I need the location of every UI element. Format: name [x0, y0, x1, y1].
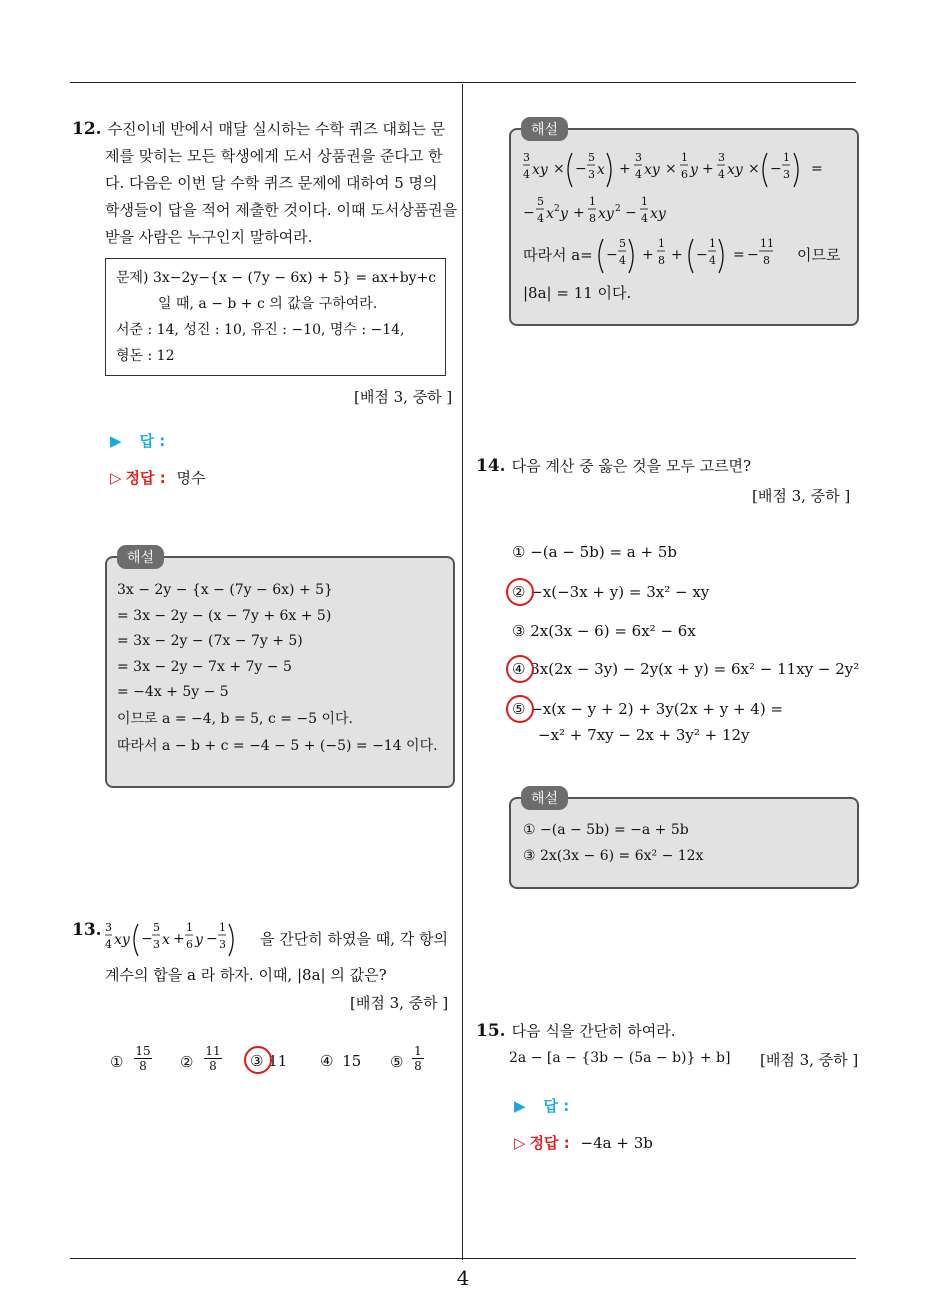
q13-option-4[interactable]: ④ 15	[320, 1052, 362, 1070]
q13-sol-line-1	[523, 148, 843, 194]
question-12	[72, 116, 456, 251]
svg-text:11: 11	[760, 237, 774, 250]
q12-line-2: 제를 맞히는 모든 학생에게 도서 상품권을 준다고 한	[105, 147, 443, 165]
svg-text:4: 4	[537, 212, 544, 225]
svg-text:4: 4	[718, 168, 725, 181]
q13-number: 13.	[72, 920, 102, 940]
svg-text:xy: xy	[727, 162, 743, 178]
q12-solution-tag: 해설	[117, 545, 164, 569]
q13-expression	[105, 918, 261, 964]
question-15	[476, 1018, 676, 1045]
svg-text:2: 2	[554, 204, 560, 214]
q14-solution-box	[509, 797, 859, 889]
q14-option-4-circle	[506, 655, 534, 683]
svg-text:4: 4	[641, 212, 648, 225]
q12-sol-line-3: = 3x − 2y − (7x − 7y + 5)	[117, 633, 303, 649]
svg-text:5: 5	[153, 921, 160, 934]
q12-correct-label: 정답 :	[125, 469, 166, 487]
svg-text:5: 5	[537, 195, 544, 208]
q12-solution-box	[105, 556, 455, 788]
svg-text:×: ×	[665, 161, 677, 177]
svg-text:y: y	[560, 206, 568, 222]
svg-text:8: 8	[658, 254, 665, 267]
svg-text:1: 1	[641, 195, 648, 208]
svg-text:4: 4	[709, 254, 716, 267]
q14-text: 다음 계산 중 옳은 것을 모두 고르면?	[511, 457, 752, 475]
q13-sol-line-3-suffix: 이므로	[797, 246, 841, 264]
q15-score: [배점 3, 중하 ]	[760, 1051, 859, 1069]
svg-text:+: +	[619, 161, 631, 177]
svg-text:−: −	[747, 247, 759, 263]
svg-text:1: 1	[219, 921, 226, 934]
q14-number: 14.	[476, 456, 506, 476]
column-divider	[462, 84, 463, 1260]
svg-text:1: 1	[783, 151, 790, 164]
q12-box-line-4: 형돈 : 12	[116, 348, 175, 364]
q14-option-4[interactable]: ④ 3x(2x − 3y) − 2y(x + y) = 6x² − 11xy − 2y²	[512, 660, 860, 678]
q13-selected-circle	[244, 1046, 272, 1074]
q14-option-3[interactable]: ③ 2x(3x − 6) = 6x² − 6x	[512, 622, 696, 640]
svg-text:=: =	[811, 161, 823, 177]
q13-sol-line-4: |8a| = 11 이다.	[523, 284, 632, 302]
page-number: 4	[456, 1266, 470, 1290]
answer-triangle-icon: ▶	[110, 432, 122, 450]
q12-line-3: 다. 다음은 이번 달 수학 퀴즈 문제에 대하여 5 명의	[105, 174, 438, 192]
question-14	[476, 453, 751, 480]
q12-line-5: 받을 사람은 누구인지 말하여라.	[105, 228, 313, 246]
q13-solution-tag: 해설	[521, 117, 568, 141]
q13-sol-line-3-math	[595, 234, 781, 280]
svg-text:1: 1	[681, 151, 688, 164]
q13-line-2: 계수의 합을 a 라 하자. 이때, |8a| 의 값은?	[105, 966, 387, 984]
svg-text:xy: xy	[644, 162, 660, 178]
q12-answer-row	[110, 430, 165, 451]
q15-text: 다음 식을 간단히 하여라.	[511, 1022, 676, 1040]
svg-text:+: +	[702, 161, 714, 177]
q14-option-1[interactable]: ① −(a − 5b) = a + 5b	[512, 543, 677, 561]
q12-line-4: 학생들이 답을 적어 제출한 것이다. 이때 도서상품권을	[105, 201, 458, 219]
svg-text:+: +	[173, 931, 185, 947]
svg-text:3: 3	[783, 168, 790, 181]
svg-text:×: ×	[748, 161, 760, 177]
svg-text:1: 1	[658, 237, 665, 250]
svg-text:3: 3	[635, 151, 642, 164]
q14-solution-tag: 해설	[521, 786, 568, 810]
svg-text:xy: xy	[532, 162, 548, 178]
svg-text:3: 3	[718, 151, 725, 164]
q14-option-5-cont: −x² + 7xy − 2x + 3y² + 12y	[538, 726, 750, 744]
q12-sol-line-5: = −4x + 5y − 5	[117, 684, 229, 700]
svg-text:8: 8	[763, 254, 770, 267]
q12-sol-line-7: 따라서 a − b + c = −4 − 5 + (−5) = −14 이다.	[117, 737, 438, 754]
q15-answer-row	[514, 1095, 569, 1116]
svg-text:+: +	[671, 247, 683, 263]
svg-text:2: 2	[615, 204, 621, 214]
svg-text:8: 8	[589, 212, 596, 225]
q12-sol-line-2: = 3x − 2y − (x − 7y + 6x + 5)	[117, 607, 332, 624]
svg-text:xy: xy	[114, 932, 130, 948]
q13-option-3[interactable]: ③ 11	[250, 1052, 288, 1070]
svg-text:+: +	[642, 247, 654, 263]
q14-option-2-circle	[506, 578, 534, 606]
q15-correct-row	[514, 1132, 653, 1153]
q12-sol-line-4: = 3x − 2y − 7x + 7y − 5	[117, 658, 292, 675]
svg-text:−: −	[696, 247, 708, 263]
svg-text:1: 1	[709, 237, 716, 250]
svg-text:y: y	[690, 162, 698, 178]
q12-correct-value: 명수	[176, 469, 206, 487]
correct-triangle-icon: ▷	[514, 1134, 526, 1152]
q12-box-line-2: 일 때, a − b + c 의 값을 구하여라.	[158, 296, 378, 312]
svg-text:3: 3	[105, 921, 112, 934]
svg-text:x: x	[597, 162, 605, 178]
svg-text:4: 4	[523, 168, 530, 181]
q12-box-line-1: 문제) 3x−2y−{x − (7y − 6x) + 5} = ax+by+c	[116, 270, 437, 286]
q12-sol-line-1: 3x − 2y − {x − (7y − 6x) + 5}	[117, 582, 333, 598]
svg-text:3: 3	[588, 168, 595, 181]
q12-problem-box	[105, 258, 446, 376]
svg-text:xy: xy	[598, 206, 614, 222]
svg-text:−: −	[206, 931, 218, 947]
svg-text:−: −	[575, 161, 587, 177]
svg-text:−: −	[523, 205, 535, 221]
svg-text:+: +	[573, 205, 585, 221]
svg-text:3: 3	[153, 938, 160, 951]
q14-option-5[interactable]: ⑤ −x(x − y + 2) + 3y(2x + y + 4) =	[512, 700, 784, 718]
q15-number: 15.	[476, 1021, 506, 1041]
svg-text:5: 5	[619, 237, 626, 250]
correct-triangle-icon: ▷	[110, 469, 122, 487]
svg-text:×: ×	[553, 161, 565, 177]
svg-text:4: 4	[635, 168, 642, 181]
q12-box-line-3: 서준 : 14, 성진 : 10, 유진 : −10, 명수 : −14,	[116, 322, 405, 338]
svg-text:x: x	[546, 206, 554, 222]
q12-score: [배점 3, 중하 ]	[354, 388, 453, 406]
question-13	[72, 918, 460, 966]
bottom-rule	[70, 1258, 856, 1259]
q15-answer-label: 답 :	[543, 1097, 570, 1115]
svg-text:4: 4	[619, 254, 626, 267]
q12-correct-row	[110, 467, 206, 488]
q12-answer-label: 답 :	[139, 432, 166, 450]
top-rule	[70, 82, 856, 83]
q13-solution-box	[509, 128, 859, 326]
q13-sol-line-3-prefix: 따라서 a=	[523, 246, 593, 264]
svg-text:xy: xy	[650, 206, 666, 222]
q14-sol-line-1: ① −(a − 5b) = −a + 5b	[523, 822, 689, 838]
q15-expression: 2a − [a − {3b − (5a − b)} + b]	[509, 1050, 731, 1066]
q15-correct-value: −4a + 3b	[580, 1134, 653, 1152]
svg-text:−: −	[770, 161, 782, 177]
svg-text:x: x	[162, 932, 170, 948]
svg-text:6: 6	[681, 168, 688, 181]
q12-sol-line-6: 이므로 a = −4, b = 5, c = −5 이다.	[117, 710, 353, 727]
q12-line-1: 12. 수진이네 반에서 매달 실시하는 수학 퀴즈 대회는 문	[72, 119, 446, 139]
svg-text:=: =	[733, 247, 745, 263]
svg-text:5: 5	[588, 151, 595, 164]
svg-text:3: 3	[219, 938, 226, 951]
q13-score: [배점 3, 중하 ]	[350, 994, 449, 1012]
q13-sol-line-2	[523, 194, 723, 234]
svg-text:y: y	[195, 932, 203, 948]
svg-text:1: 1	[589, 195, 596, 208]
q15-correct-label: 정답 :	[529, 1134, 570, 1152]
svg-text:6: 6	[186, 938, 193, 951]
svg-text:1: 1	[186, 921, 193, 934]
q13-line-1-suffix: 을 간단히 하였을 때, 각 항의	[260, 930, 448, 948]
q14-option-2[interactable]: ② −x(−3x + y) = 3x² − xy	[512, 583, 710, 601]
q14-sol-line-2: ③ 2x(3x − 6) = 6x² − 12x	[523, 848, 704, 864]
q14-score: [배점 3, 중하 ]	[752, 487, 851, 505]
q14-option-5-circle	[506, 695, 534, 723]
svg-text:3: 3	[523, 151, 530, 164]
svg-text:−: −	[606, 247, 618, 263]
answer-triangle-icon: ▶	[514, 1097, 526, 1115]
svg-text:−: −	[141, 931, 153, 947]
svg-text:4: 4	[105, 938, 112, 951]
svg-text:−: −	[625, 205, 637, 221]
q12-number: 12.	[72, 119, 102, 139]
